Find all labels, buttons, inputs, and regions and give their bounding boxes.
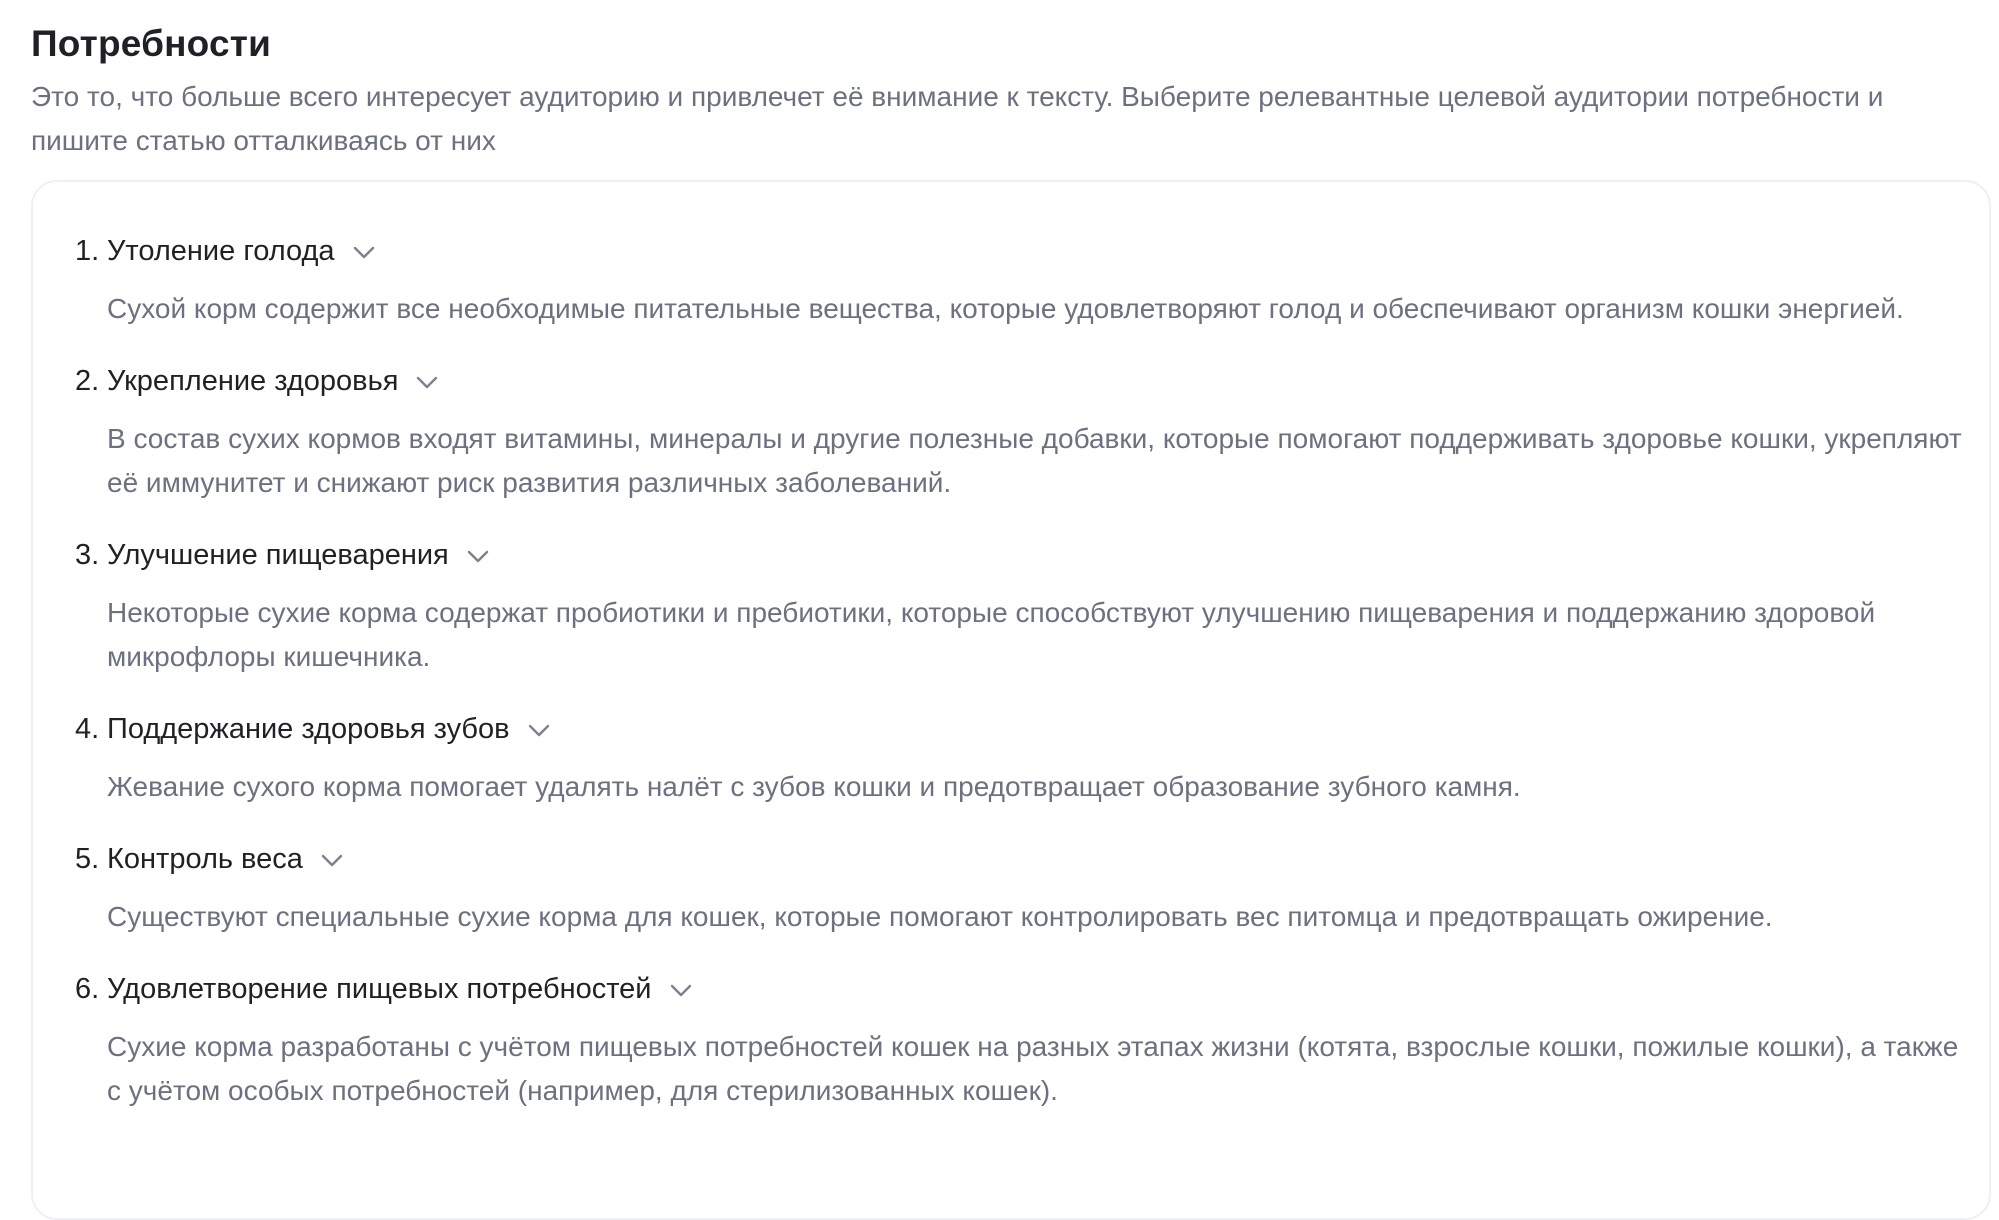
need-title: Поддержание здоровья зубов — [107, 713, 510, 745]
need-title: Удовлетворение пищевых потребностей — [107, 973, 652, 1005]
list-spacer — [75, 809, 1965, 837]
need-item — [75, 967, 1965, 1113]
need-number: 3. — [75, 539, 100, 571]
need-description: В состав сухих кормов входят витамины, минералы и другие полезные добавки, которые помогают поддерживать здоровье кошки, укрепляют её иммунитет и снижают риск развития различных заболеваний. — [107, 423, 1962, 498]
need-item — [75, 533, 1965, 679]
chevron-down-icon[interactable] — [526, 717, 552, 743]
list-spacer — [75, 679, 1965, 707]
need-header-toggle[interactable] — [75, 229, 1965, 273]
list-spacer — [75, 505, 1965, 533]
list-spacer — [75, 331, 1965, 359]
need-header-toggle[interactable] — [75, 533, 1965, 577]
needs-section — [31, 0, 1999, 156]
need-title: Утоление голода — [107, 235, 335, 267]
need-number: 5. — [75, 843, 100, 875]
chevron-down-icon[interactable] — [319, 847, 345, 873]
section-description: Это то, что больше всего интересует аудиторию и привлечет её внимание к тексту. Выберите релевантные целевой аудитории потребности и пишите статью отталкиваясь от них — [31, 81, 1884, 156]
need-header-toggle[interactable] — [75, 967, 1965, 1011]
need-item — [75, 837, 1965, 939]
chevron-down-icon[interactable] — [465, 543, 491, 569]
need-number: 4. — [75, 713, 100, 745]
need-header-toggle[interactable] — [75, 837, 1965, 881]
list-spacer — [75, 939, 1965, 967]
need-number: 6. — [75, 973, 100, 1005]
need-description: Сухие корма разработаны с учётом пищевых потребностей кошек на разных этапах жизни (котята, взрослые кошки, пожилые кошки), а также с учётом особых потребностей (например, для стерилизованных кошек). — [107, 1031, 1959, 1106]
need-header-toggle[interactable] — [75, 707, 1965, 751]
need-description: Сухой корм содержит все необходимые питательные вещества, которые удовлетворяют голод и обеспечивают организм кошки энергией. — [107, 293, 1904, 324]
need-number: 2. — [75, 365, 100, 397]
need-item — [75, 707, 1965, 809]
need-title: Улучшение пищеварения — [107, 539, 449, 571]
chevron-down-icon[interactable] — [414, 369, 440, 395]
chevron-down-icon[interactable] — [668, 977, 694, 1003]
need-item — [75, 359, 1965, 505]
need-item — [75, 229, 1965, 331]
need-header-toggle[interactable] — [75, 359, 1965, 403]
need-description: Существуют специальные сухие корма для кошек, которые помогают контролировать вес питомца и предотвращать ожирение. — [107, 901, 1773, 932]
needs-list — [75, 229, 1965, 1113]
need-description: Жевание сухого корма помогает удалять налёт с зубов кошки и предотвращает образование зубного камня. — [107, 771, 1521, 802]
needs-card — [31, 180, 1991, 1220]
need-description: Некоторые сухие корма содержат пробиотики и пребиотики, которые способствуют улучшению пищеварения и поддержанию здоровой микрофлоры кишечника. — [107, 597, 1876, 672]
section-title: Потребности — [31, 23, 272, 64]
chevron-down-icon[interactable] — [351, 239, 377, 265]
need-title: Укрепление здоровья — [107, 365, 399, 397]
need-number: 1. — [75, 235, 100, 267]
need-title: Контроль веса — [107, 843, 303, 875]
